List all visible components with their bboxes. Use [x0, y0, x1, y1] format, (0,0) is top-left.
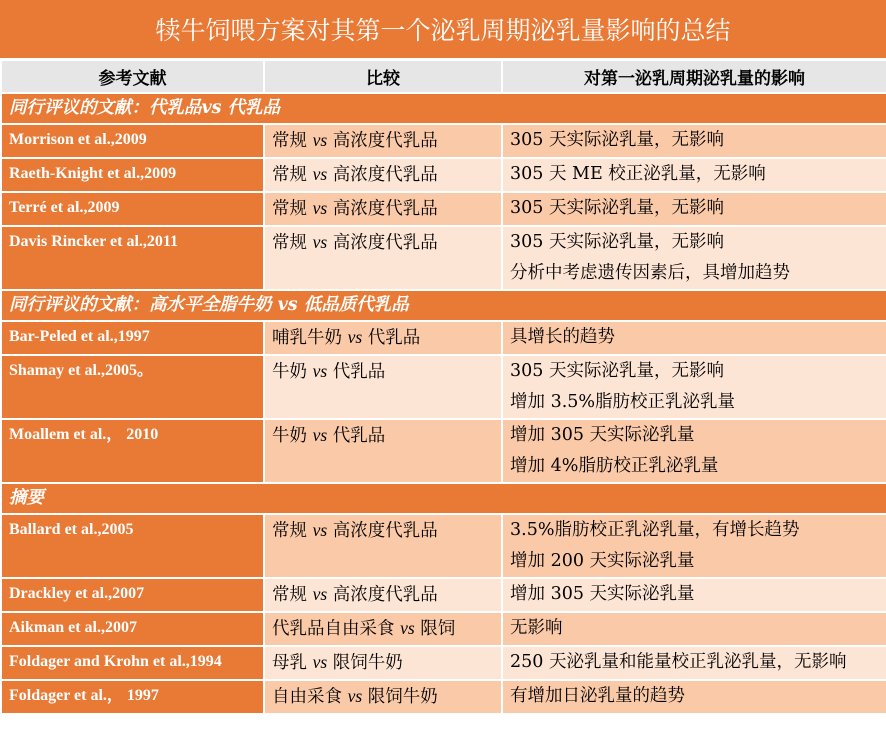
comparison-cell	[264, 612, 502, 646]
effect-line: 305 天实际泌乳量，无影响	[510, 197, 724, 218]
comparison-right: 高浓度代乳品	[327, 232, 438, 253]
effect-cell	[502, 419, 886, 483]
comparison-cell	[264, 646, 502, 680]
comparison-right: 高浓度代乳品	[327, 198, 438, 219]
comparison-right: 高浓度代乳品	[327, 520, 438, 541]
effect-line: 增加 305 天实际泌乳量	[510, 424, 695, 445]
effect-cell	[502, 192, 886, 226]
comparison-cell	[264, 578, 502, 612]
section-row	[1, 93, 886, 124]
effect-cell	[502, 355, 886, 419]
comparison-vs: vs	[347, 685, 363, 706]
comparison-left: 哺乳牛奶	[272, 327, 348, 348]
effect-line: 增加 200 天实际泌乳量	[510, 550, 695, 571]
reference-cell: Bar-Peled et al.,1997	[1, 321, 264, 355]
table-row	[1, 158, 886, 192]
effect-line: 有增加日泌乳量的趋势	[510, 685, 685, 706]
section-label: 同行评议的文献：高水平全脂牛奶 vs 低品质代乳品	[1, 290, 886, 321]
comparison-right: 限饲	[414, 618, 456, 639]
table-row	[1, 192, 886, 226]
comparison-cell	[264, 192, 502, 226]
comparison-right: 限饲牛奶	[362, 686, 438, 707]
effect-line: 分析中考虑遗传因素后，具增加趋势	[510, 262, 790, 283]
comparison-left: 自由采食	[272, 686, 348, 707]
effect-line: 305 天 ME 校正泌乳量，无影响	[510, 163, 766, 184]
table-row	[1, 226, 886, 290]
effect-line: 增加 305 天实际泌乳量	[510, 583, 695, 604]
comparison-left: 常规	[272, 232, 313, 253]
section-row	[1, 290, 886, 321]
reference-cell: Terré et al.,2009	[1, 192, 264, 226]
comparison-vs: vs	[312, 360, 328, 381]
effect-line: 250 天泌乳量和能量校正乳泌乳量，无影响	[510, 651, 847, 672]
comparison-left: 代乳品自由采食	[272, 618, 401, 639]
comparison-right: 代乳品	[327, 425, 386, 446]
comparison-left: 常规	[272, 520, 313, 541]
reference-cell: Ballard et al.,2005	[1, 514, 264, 578]
comparison-left: 母乳	[272, 652, 313, 673]
comparison-left: 常规	[272, 198, 313, 219]
header-reference: 参考文献	[1, 60, 264, 93]
comparison-right: 高浓度代乳品	[327, 164, 438, 185]
comparison-cell	[264, 321, 502, 355]
comparison-vs: vs	[312, 163, 328, 184]
effect-line: 3.5%脂肪校正乳泌乳量，有增长趋势	[510, 519, 800, 540]
reference-cell: Foldager et al.， 1997	[1, 680, 264, 714]
table-row	[1, 578, 886, 612]
header-row	[1, 60, 886, 93]
comparison-vs: vs	[312, 424, 328, 445]
table-row	[1, 514, 886, 578]
header-effect: 对第一泌乳周期泌乳量的影响	[502, 60, 886, 93]
effect-line: 305 天实际泌乳量，无影响	[510, 360, 724, 381]
comparison-left: 常规	[272, 130, 313, 151]
comparison-cell	[264, 419, 502, 483]
comparison-vs: vs	[312, 583, 328, 604]
section-label: 摘要	[1, 483, 886, 514]
reference-cell: Foldager and Krohn et al.,1994	[1, 646, 264, 680]
reference-cell: Aikman et al.,2007	[1, 612, 264, 646]
table-row	[1, 419, 886, 483]
comparison-right: 代乳品	[362, 327, 421, 348]
effect-cell	[502, 514, 886, 578]
effect-line: 305 天实际泌乳量，无影响	[510, 231, 724, 252]
comparison-cell	[264, 226, 502, 290]
comparison-vs: vs	[312, 197, 328, 218]
table-row	[1, 612, 886, 646]
table-row	[1, 124, 886, 158]
reference-cell: Morrison et al.,2009	[1, 124, 264, 158]
reference-cell: Drackley et al.,2007	[1, 578, 264, 612]
comparison-vs: vs	[347, 326, 363, 347]
reference-cell: Shamay et al.,2005。	[1, 355, 264, 419]
comparison-cell	[264, 514, 502, 578]
table-row	[1, 646, 886, 680]
reference-cell: Moallem et al.， 2010	[1, 419, 264, 483]
comparison-vs: vs	[312, 129, 328, 150]
effect-cell	[502, 680, 886, 714]
effect-cell	[502, 612, 886, 646]
comparison-vs: vs	[312, 231, 328, 252]
section-label: 同行评议的文献：代乳品vs 代乳品	[1, 93, 886, 124]
summary-table	[0, 58, 886, 715]
effect-line: 305 天实际泌乳量，无影响	[510, 129, 724, 150]
comparison-cell	[264, 158, 502, 192]
effect-cell	[502, 646, 886, 680]
table-row	[1, 680, 886, 714]
comparison-cell	[264, 355, 502, 419]
effect-cell	[502, 158, 886, 192]
table-row	[1, 321, 886, 355]
comparison-cell	[264, 124, 502, 158]
effect-line: 无影响	[510, 617, 563, 638]
effect-line: 具增长的趋势	[510, 326, 615, 347]
effect-line: 增加 4%脂肪校正乳泌乳量	[510, 455, 719, 476]
comparison-left: 牛奶	[272, 425, 313, 446]
table-row	[1, 355, 886, 419]
reference-cell: Davis Rincker et al.,2011	[1, 226, 264, 290]
effect-line: 增加 3.5%脂肪校正乳泌乳量	[510, 391, 736, 412]
effect-cell	[502, 321, 886, 355]
effect-cell	[502, 124, 886, 158]
comparison-vs: vs	[400, 617, 415, 638]
reference-cell: Raeth-Knight et al.,2009	[1, 158, 264, 192]
comparison-right: 高浓度代乳品	[327, 584, 438, 605]
comparison-cell	[264, 680, 502, 714]
effect-cell	[502, 578, 886, 612]
comparison-vs: vs	[312, 651, 328, 672]
comparison-left: 常规	[272, 164, 313, 185]
section-row	[1, 483, 886, 514]
comparison-left: 常规	[272, 584, 313, 605]
effect-cell	[502, 226, 886, 290]
comparison-left: 牛奶	[272, 361, 313, 382]
comparison-vs: vs	[312, 519, 328, 540]
table-title: 犊牛饲喂方案对其第一个泌乳周期泌乳量影响的总结	[0, 0, 886, 58]
comparison-right: 高浓度代乳品	[327, 130, 438, 151]
comparison-right: 限饲牛奶	[327, 652, 403, 673]
comparison-right: 代乳品	[327, 361, 386, 382]
header-comparison: 比较	[264, 60, 502, 93]
